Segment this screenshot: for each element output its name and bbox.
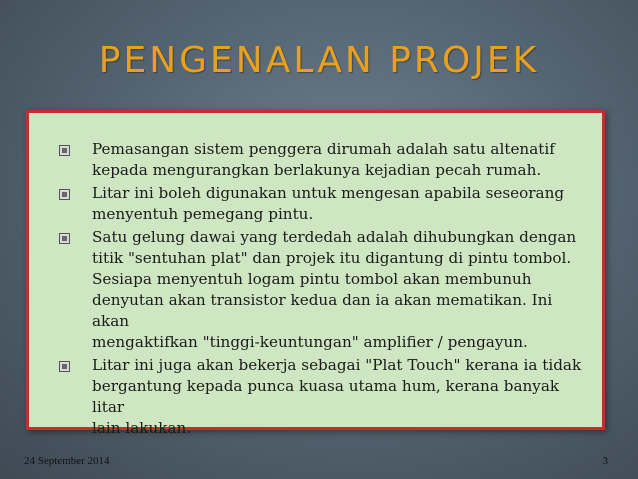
page-number: 3 — [602, 455, 608, 467]
bullet-item — [59, 183, 582, 225]
square-bullet-icon — [59, 189, 70, 200]
slide-title: PENGENALAN PROJEK — [98, 40, 540, 81]
bullet-text: Satu gelung dawai yang terdedah adalah dihubungkan dengan titik "sentuhan plat" dan projek itu digantung di pintu tombol. Sesiapa menyentuh logam pintu tombol akan membunuh denyutan akan transistor kedua dan ia akan mematikan. Ini akan mengaktifkan "tinggi-keuntungan" amplifier / pengayun. — [92, 228, 577, 351]
content-box — [26, 110, 605, 437]
bullet-item — [59, 227, 582, 353]
bullet-list — [29, 113, 602, 439]
bullet-text: Pemasangan sistem penggera dirumah adalah satu altenatif kepada mengurangkan berlakunya kejadian pecah rumah. — [92, 140, 555, 179]
square-bullet-icon — [59, 145, 70, 156]
bullet-text: Litar ini boleh digunakan untuk mengesan apabila seseorang menyentuh pemegang pintu. — [92, 184, 565, 223]
square-bullet-icon — [59, 233, 70, 244]
footer-date: 24 September 2014 — [24, 455, 110, 467]
bullet-text: Litar ini juga akan bekerja sebagai "Plat Touch" kerana ia tidak bergantung kepada punca kuasa utama hum, kerana banyak litar lain lakukan. — [92, 356, 582, 437]
bullet-item — [59, 355, 582, 439]
bullet-item — [59, 139, 582, 181]
square-bullet-icon — [59, 361, 70, 372]
